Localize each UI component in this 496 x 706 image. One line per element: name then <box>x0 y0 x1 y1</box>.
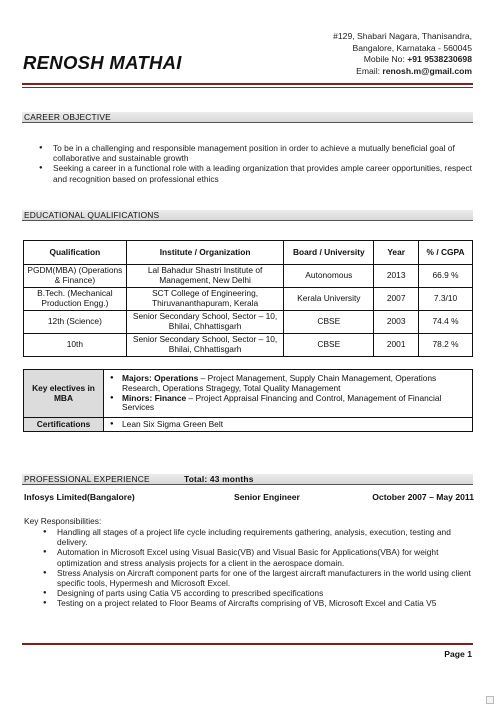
list-item: ● Lean Six Sigma Green Belt <box>104 420 472 430</box>
footer-divider <box>22 643 473 645</box>
email-address: renosh.m@gmail.com <box>382 65 472 76</box>
elective-head: Majors: Operations <box>122 373 199 384</box>
electives-cell <box>104 370 473 418</box>
career-objective-list <box>36 143 473 184</box>
electives-label: Key electives in MBA <box>24 370 104 418</box>
education-heading <box>22 210 473 221</box>
table-cell: 74.4 % <box>419 311 473 334</box>
table-cell: SCT College of Engineering, Thiruvananthapuram, Kerala <box>126 288 284 311</box>
education-title: EDUCATIONAL QUALIFICATIONS <box>24 210 160 220</box>
experience-total: Total: 43 months <box>184 474 254 484</box>
table-row <box>24 311 473 334</box>
responsibilities-list <box>40 527 476 609</box>
elective-text: – Project Appraisal Financing and Control, Management of Financial Services <box>122 392 442 413</box>
table-cell: Senior Secondary School, Sector – 10, Bhilai, Chhattisgarh <box>126 311 284 334</box>
list-item: ● Handling all stages of a project life cycle including requirements gathering, analysis, execution, testing and delivery. <box>40 527 476 547</box>
candidate-name: RENOSH MATHAI <box>23 52 182 73</box>
career-objective-heading <box>22 112 473 123</box>
certifications-label: Certifications <box>24 418 104 432</box>
email-line <box>232 66 472 78</box>
table-row <box>24 418 473 432</box>
job-role: Senior Engineer <box>234 492 300 502</box>
table-cell: Lal Bahadur Shastri Institute of Management, New Delhi <box>126 265 284 288</box>
company-name: Infosys Limited(Bangalore) <box>24 492 135 502</box>
list-item: ● Automation in Microsoft Excel using Visual Basic(VB) and Visual Basic for Applications(VBA) for weight optimization and stress analysis projects for a client in the aerospace domain. <box>40 547 476 567</box>
table-cell: 2001 <box>374 334 419 357</box>
table-cell: 7.3/10 <box>419 288 473 311</box>
contact-block <box>232 31 472 77</box>
col-header-board: Board / University <box>284 241 374 265</box>
electives-table <box>23 369 473 432</box>
table-header-row <box>24 241 473 265</box>
table-cell: CBSE <box>284 334 374 357</box>
table-cell: PGDM(MBA) (Operations & Finance) <box>24 265 127 288</box>
table-cell: B.Tech. (Mechanical Production Engg.) <box>24 288 127 311</box>
certifications-cell <box>104 418 473 432</box>
page-number: Page 1 <box>444 649 472 659</box>
mobile-label: Mobile No: <box>363 54 405 65</box>
list-item: ● Designing of parts using Catia V5 according to prescribed specifications <box>40 588 476 598</box>
list-item <box>104 394 472 413</box>
table-row <box>24 370 473 418</box>
career-objective-title: CAREER OBJECTIVE <box>24 112 111 122</box>
table-cell: 78.2 % <box>419 334 473 357</box>
job-period: October 2007 – May 2011 <box>372 492 474 502</box>
electives-list <box>104 374 472 412</box>
address-line-1: #129, Shabari Nagara, Thanisandra, <box>333 31 472 41</box>
list-item: ● Testing on a project related to Floor Beams of Aircrafts comprising of VB, Microsoft Excel and Catia V5 <box>40 598 476 608</box>
elective-head: Minors: Finance <box>122 392 187 403</box>
col-header-qualification: Qualification <box>24 241 127 265</box>
table-cell: Autonomous <box>284 265 374 288</box>
experience-title: PROFESSIONAL EXPERIENCE <box>24 474 150 484</box>
col-header-institute: Institute / Organization <box>126 241 284 265</box>
experience-heading <box>22 474 473 485</box>
list-item: ● Stress Analysis on Aircraft component parts for one of the largest aircraft manufacturers in the world using client specific tools, Hypermesh and Microsoft Excel. <box>40 568 476 588</box>
education-table <box>23 240 473 357</box>
list-item: ● Seeking a career in a functional role with a leading organization that provides ample career opportunities, respect and recognition based on professional ethics <box>36 163 473 183</box>
table-row <box>24 334 473 357</box>
table-row <box>24 288 473 311</box>
mobile-number: +91 9538230698 <box>407 54 472 65</box>
certifications-list <box>104 420 472 430</box>
col-header-year: Year <box>374 241 419 265</box>
key-responsibilities-title: Key Responsibilities: <box>24 516 102 526</box>
table-cell: CBSE <box>284 311 374 334</box>
page-corner-icon <box>486 696 494 704</box>
table-cell: Senior Secondary School, Sector – 10, Bhilai, Chhattisgarh <box>126 334 284 357</box>
header-divider-thin <box>22 87 473 88</box>
table-cell: 2003 <box>374 311 419 334</box>
mobile-line <box>232 54 472 66</box>
table-cell: 12th (Science) <box>24 311 127 334</box>
table-cell: 10th <box>24 334 127 357</box>
elective-text: – Project Management, Supply Chain Management, Operations Research, Operations Stragegy, Total Quality Management <box>122 373 437 393</box>
table-cell: 2013 <box>374 265 419 288</box>
header-divider <box>22 83 473 85</box>
table-cell: Kerala University <box>284 288 374 311</box>
address-line-2: Bangalore, Karnataka - 560045 <box>352 42 472 53</box>
table-cell: 66.9 % <box>419 265 473 288</box>
email-label: Email: <box>356 65 381 76</box>
list-item: ● To be in a challenging and responsible management position in order to achieve a mutually beneficial goal of collaborative and sustainable growth <box>36 143 473 163</box>
table-row <box>24 265 473 288</box>
table-cell: 2007 <box>374 288 419 311</box>
list-item <box>104 374 472 393</box>
col-header-cgpa: % / CGPA <box>419 241 473 265</box>
